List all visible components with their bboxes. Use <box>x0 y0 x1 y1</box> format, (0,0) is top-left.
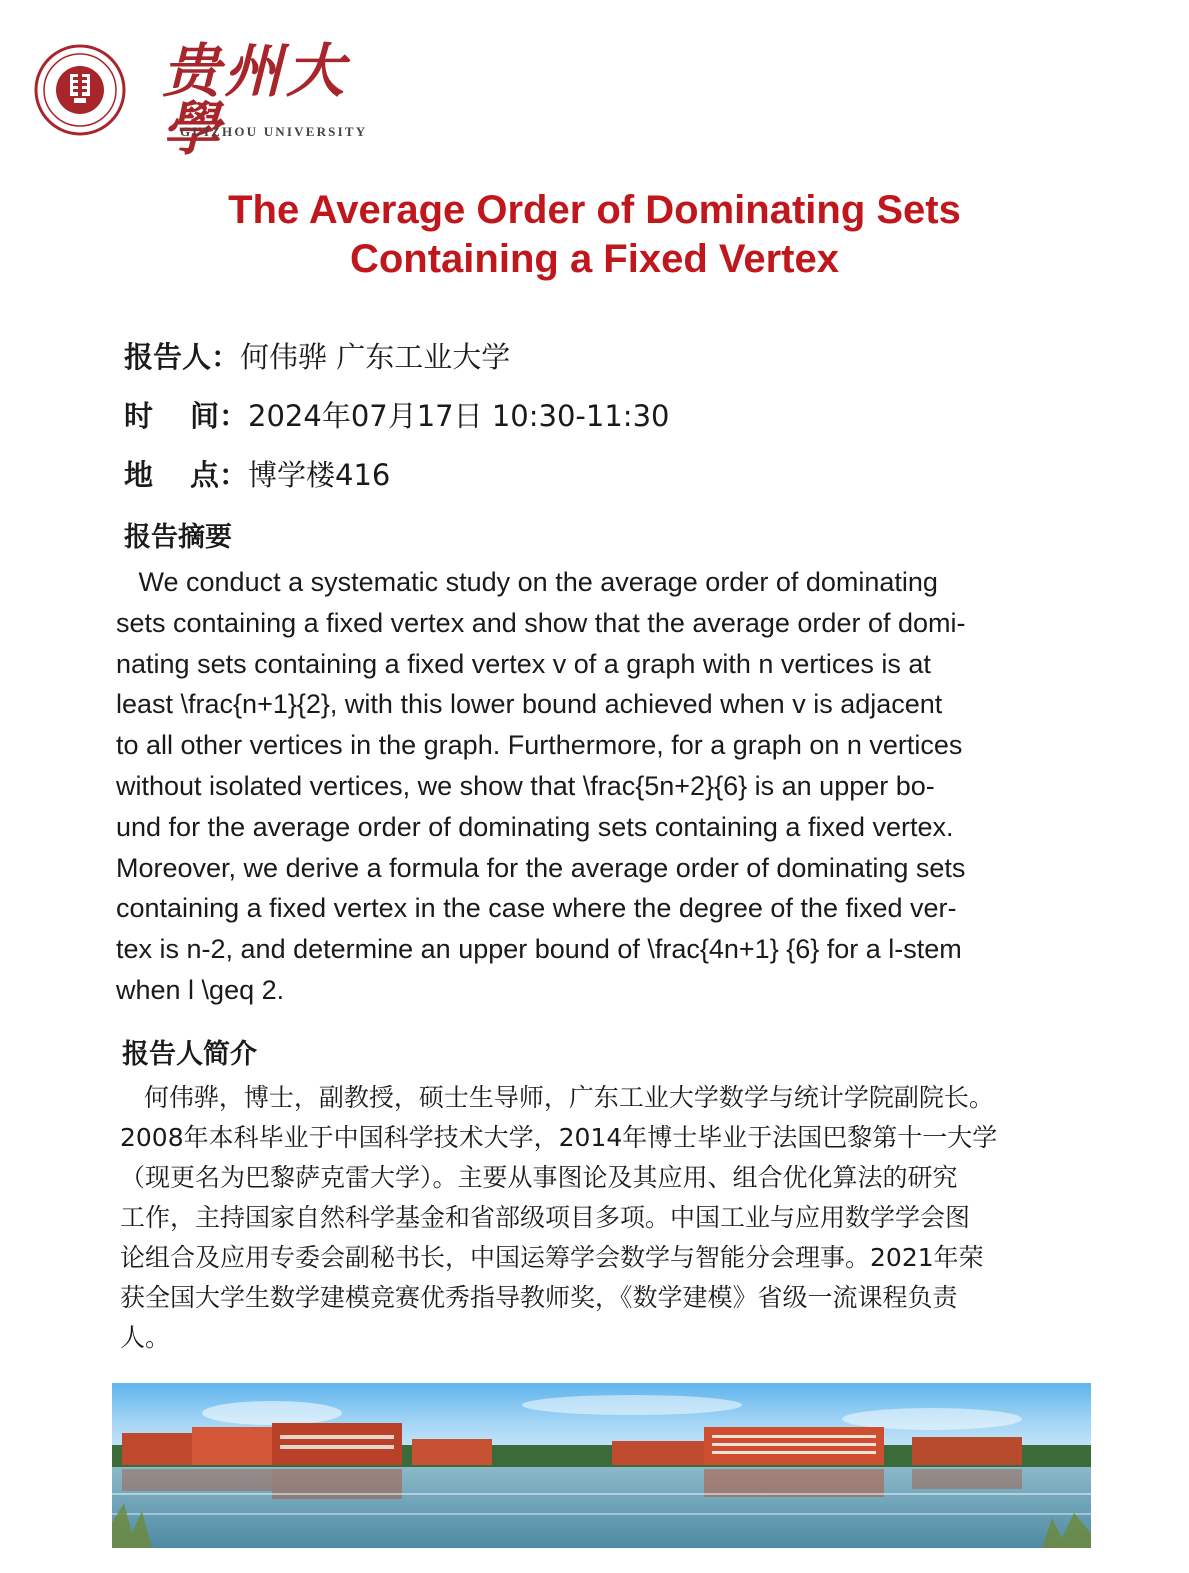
time-label-char-2: 间 <box>190 399 220 433</box>
place-colon: ： <box>219 458 249 492</box>
time-colon: ： <box>219 399 249 433</box>
abstract-line: We conduct a systematic study on the average order of dominating <box>116 567 938 597</box>
talk-title <box>80 186 1109 284</box>
abstract-line: und for the average order of dominating sets containing a fixed vertex. <box>116 811 954 842</box>
abstract-line: when l \geq 2. <box>116 974 285 1005</box>
talk-title-line-2: Containing a Fixed Vertex <box>349 237 839 281</box>
time-row <box>124 398 669 434</box>
university-seal-icon <box>34 44 126 136</box>
abstract-line: Moreover, we derive a formula for the average order of dominating sets <box>116 852 966 883</box>
time-label-char-1: 时 <box>124 399 154 433</box>
bio-line: 2008年本科毕业于中国科学技术大学，2014年博士毕业于法国巴黎第十一大学 <box>120 1123 998 1152</box>
logo-name-en: GUIZHOU UNIVERSITY <box>180 124 368 139</box>
campus-photo <box>112 1383 1091 1548</box>
place-value: 博学楼416 <box>248 458 391 492</box>
speaker-value: 何伟骅 广东工业大学 <box>240 340 511 374</box>
abstract-line: tex is n-2, and determine an upper bound of \frac{4n+1} {6} for a l-stem <box>116 934 962 965</box>
place-label-char-2: 点 <box>190 458 220 492</box>
university-logo <box>30 37 390 163</box>
abstract-line: containing a fixed vertex in the case where the degree of the fixed ver- <box>116 893 957 924</box>
bio-line: 工作，主持国家自然科学基金和省部级项目多项。中国工业与应用数学学会图 <box>120 1203 971 1232</box>
abstract-heading: 报告摘要 <box>124 522 232 553</box>
place-label-char-1: 地 <box>124 458 154 492</box>
bio-line: 获全国大学生数学建模竞赛优秀指导教师奖，《数学建模》省级一流课程负责 <box>120 1283 958 1312</box>
time-value: 2024年07月17日 10:30-11:30 <box>248 399 670 433</box>
abstract-line: nating sets containing a fixed vertex v of a graph with n vertices is at <box>116 648 931 679</box>
talk-title-line-1: The Average Order of Dominating Sets <box>228 188 961 232</box>
abstract-line: to all other vertices in the graph. Furthermore, for a graph on n vertices <box>116 730 963 761</box>
bio-line: 人。 <box>120 1323 171 1352</box>
abstract-line: least \frac{n+1}{2}, with this lower bound achieved when v is adjacent <box>116 689 943 720</box>
logo-name-cn: 贵州大學 <box>162 37 349 163</box>
speaker-row <box>124 339 510 375</box>
abstract-line: without isolated vertices, we show that \frac{5n+2}{6} is an upper bo- <box>116 770 935 801</box>
bio-body <box>120 1078 1095 1358</box>
bio-heading: 报告人简介 <box>122 1039 257 1070</box>
speaker-colon: ： <box>211 340 241 374</box>
speaker-label: 报告人 <box>124 340 212 374</box>
abstract-body <box>116 562 1076 1011</box>
bio-line: （现更名为巴黎萨克雷大学）。主要从事图论及其应用、组合优化算法的研究 <box>120 1163 958 1192</box>
abstract-line: sets containing a fixed vertex and show that the average order of domi- <box>116 607 966 638</box>
bio-line: 论组合及应用专委会副秘书长，中国运筹学会数学与智能分会理事。2021年荣 <box>120 1243 984 1272</box>
place-row <box>124 457 390 493</box>
bio-line: 何伟骅，博士，副教授，硕士生导师，广东工业大学数学与统计学院副院长。 <box>120 1083 994 1112</box>
